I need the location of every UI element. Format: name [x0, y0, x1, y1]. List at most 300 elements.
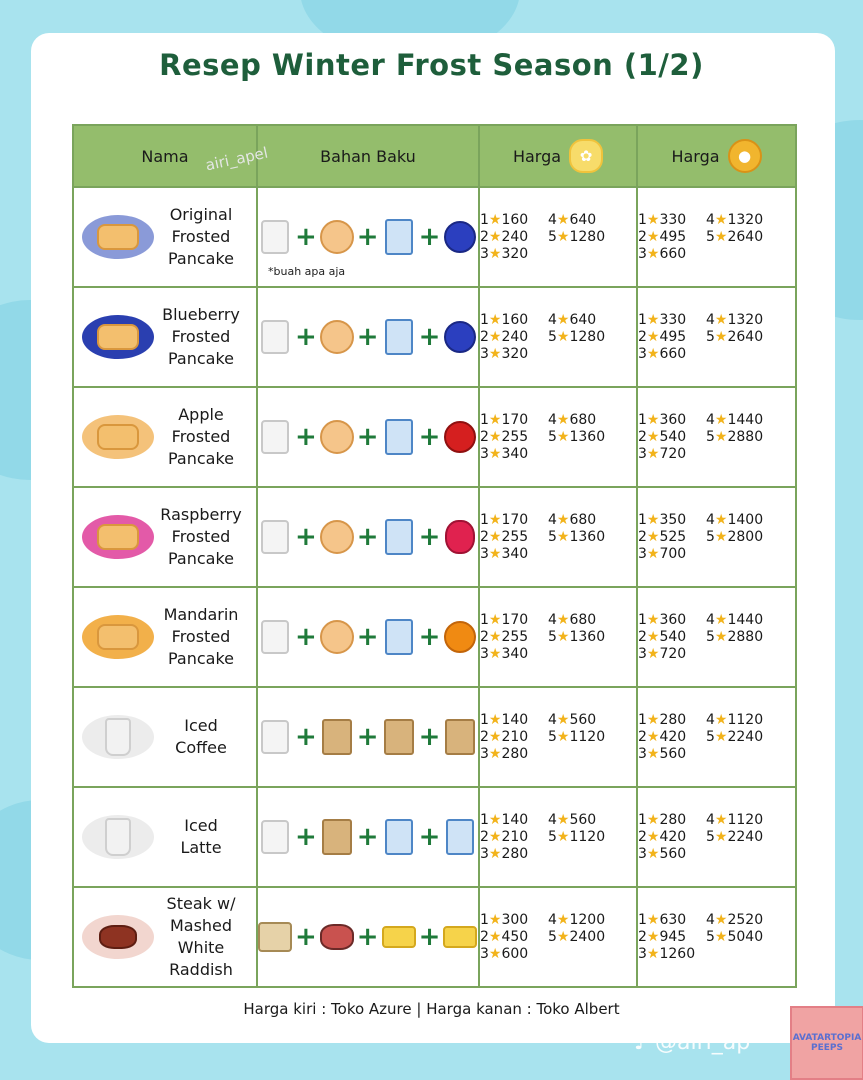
price-value: 2★525 [638, 529, 687, 545]
blueberry-pancake-icon [82, 315, 154, 359]
plus-icon: + [295, 322, 317, 352]
price-value: 5★2400 [548, 929, 606, 945]
price-value: 5★1360 [548, 529, 606, 545]
milk-carton-icon [382, 419, 416, 455]
price-value: 4★680 [548, 612, 597, 628]
table-row [73, 787, 796, 887]
plus-icon: + [418, 222, 441, 252]
dish-name-line: Frosted [171, 227, 231, 246]
price-value [548, 646, 628, 662]
price-value [706, 946, 786, 962]
price-value [548, 846, 628, 862]
star-icon: ★ [646, 329, 660, 345]
dish-name-line: Mashed [169, 916, 233, 935]
star-icon: ★ [488, 212, 502, 228]
price-value: 4★1440 [706, 412, 764, 428]
milk-carton-icon [382, 319, 416, 355]
dish-name-line: Frosted [171, 427, 231, 446]
dish-name-line: Iced [184, 716, 218, 735]
dish-name-line: Pancake [167, 649, 234, 668]
mandarin-pancake-icon [82, 615, 154, 659]
star-icon: ★ [714, 329, 728, 345]
ingredients-cell [257, 287, 479, 387]
footer-note: Harga kiri : Toko Azure | Harga kanan : Toko Albert [243, 1000, 620, 1018]
sugar-jar-icon [258, 619, 292, 655]
header-price-right-label: Harga [671, 146, 720, 166]
ingredients-cell [257, 887, 479, 987]
plus-icon: + [295, 222, 317, 252]
star-icon: ★ [714, 812, 728, 828]
sugar-jar-icon [258, 219, 292, 255]
price-value [706, 346, 786, 362]
star-icon: ★ [646, 546, 660, 562]
price-value: 3★660 [638, 246, 687, 262]
dish-name [154, 204, 248, 270]
price-value: 4★1120 [706, 812, 764, 828]
star-icon: ★ [488, 546, 502, 562]
star-icon: ★ [488, 429, 502, 445]
price-value [706, 746, 786, 762]
header-price-left [479, 125, 637, 187]
dish-name [154, 815, 248, 859]
price-value: 5★1280 [548, 229, 606, 245]
price-value: 1★160 [480, 212, 529, 228]
price-cell-left [479, 387, 637, 487]
star-icon: ★ [714, 729, 728, 745]
raspberry-icon [443, 519, 477, 555]
price-value [548, 946, 628, 962]
steak-plate-icon [82, 915, 154, 959]
price-cell-left [479, 787, 637, 887]
dish-name-line: Raspberry [160, 505, 242, 524]
watermark: airi_apel [203, 143, 270, 175]
star-icon: ★ [556, 212, 570, 228]
table-header-row [73, 125, 796, 187]
iced-latte-icon [82, 815, 154, 859]
price-value: 3★340 [480, 446, 529, 462]
plus-icon: + [356, 322, 379, 352]
mandarin-icon [443, 619, 477, 655]
ingredients-cell [257, 187, 479, 287]
recipe-table [72, 124, 797, 988]
price-value: 5★2800 [706, 529, 764, 545]
dish-name-line: Steak w/ [166, 894, 236, 913]
table-row [73, 587, 796, 687]
ingredients-cell [257, 687, 479, 787]
dish-name-line: Iced [184, 816, 218, 835]
dish-name-line: Frosted [171, 327, 231, 346]
price-cell-left [479, 287, 637, 387]
plus-icon: + [295, 622, 317, 652]
milk-carton-icon [382, 519, 416, 555]
price-value: 3★720 [638, 446, 687, 462]
price-value: 2★540 [638, 429, 687, 445]
header-price-left-label: Harga [512, 146, 562, 166]
price-value [548, 446, 628, 462]
price-value: 3★660 [638, 346, 687, 362]
price-value: 1★280 [638, 712, 687, 728]
dish-name-line: Mandarin [163, 605, 239, 624]
apple-pancake-icon [82, 415, 154, 459]
milk-carton-icon [443, 819, 477, 855]
star-icon: ★ [556, 912, 570, 928]
price-value: 3★600 [480, 946, 529, 962]
star-icon: ★ [556, 412, 570, 428]
price-value: 4★1200 [548, 912, 606, 928]
price-value [548, 246, 628, 262]
price-value: 5★1360 [548, 429, 606, 445]
plus-icon: + [356, 622, 379, 652]
price-value: 5★2240 [706, 829, 764, 845]
price-value: 5★1120 [548, 729, 606, 745]
star-icon: ★ [646, 529, 660, 545]
dish-cell [73, 687, 257, 787]
dish-name [154, 404, 248, 470]
flour-sack-icon [320, 319, 354, 355]
price-value: 1★170 [480, 612, 529, 628]
price-value: 1★330 [638, 312, 687, 328]
price-cell-left [479, 587, 637, 687]
plus-icon: + [418, 322, 441, 352]
butter-icon [443, 919, 477, 955]
price-value: 3★280 [480, 846, 529, 862]
flour-sack-icon [320, 619, 354, 655]
sugar-jar-icon [258, 719, 292, 755]
star-icon: ★ [556, 229, 570, 245]
milk-carton-icon [382, 619, 416, 655]
plus-icon: + [418, 922, 441, 952]
butter-icon [382, 919, 416, 955]
flour-sack-icon [320, 419, 354, 455]
price-cell-left [479, 487, 637, 587]
apple-icon [443, 419, 477, 455]
price-value: 2★420 [638, 829, 687, 845]
dish-name [154, 504, 248, 570]
tiktok-watermark: ♪ @airi_ap [634, 1030, 751, 1055]
flour-sack-icon [320, 219, 354, 255]
price-value [548, 346, 628, 362]
dish-cell [73, 487, 257, 587]
dish-name-line: Pancake [167, 549, 234, 568]
price-value [706, 546, 786, 562]
blueberry-icon [443, 319, 477, 355]
price-value: 2★240 [480, 229, 529, 245]
price-value: 5★5040 [706, 929, 764, 945]
blueberry-icon [443, 219, 477, 255]
price-value: 3★320 [480, 246, 529, 262]
dish-cell [73, 887, 257, 987]
plus-icon: + [418, 622, 441, 652]
price-value: 3★340 [480, 546, 529, 562]
dish-name [154, 893, 248, 981]
dish-cell [73, 587, 257, 687]
price-value [706, 446, 786, 462]
price-value: 3★560 [638, 746, 687, 762]
star-icon: ★ [556, 729, 570, 745]
star-icon: ★ [714, 229, 728, 245]
price-value: 4★1120 [706, 712, 764, 728]
star-icon: ★ [714, 312, 728, 328]
dish-name [154, 604, 248, 670]
white-radish-box-icon [258, 919, 292, 955]
star-icon: ★ [488, 829, 502, 845]
price-cell-right [637, 287, 796, 387]
price-cell-right [637, 187, 796, 287]
price-value: 4★680 [548, 412, 597, 428]
price-value: 4★1440 [706, 612, 764, 628]
gold-coin-icon: ● [728, 139, 762, 173]
price-value: 3★700 [638, 546, 687, 562]
star-icon: ★ [714, 429, 728, 445]
dish-cell [73, 187, 257, 287]
price-value: 4★2520 [706, 912, 764, 928]
price-value: 3★720 [638, 646, 687, 662]
price-value: 2★210 [480, 829, 529, 845]
star-icon: ★ [556, 812, 570, 828]
azure-coin-icon: ✿ [569, 139, 603, 173]
iced-coffee-icon [82, 715, 154, 759]
table-row [73, 487, 796, 587]
star-icon: ★ [488, 646, 502, 662]
header-price-right [637, 125, 796, 187]
price-value: 5★2640 [706, 329, 764, 345]
plus-icon: + [356, 722, 379, 752]
star-icon: ★ [488, 329, 502, 345]
star-icon: ★ [646, 512, 660, 528]
star-icon: ★ [646, 829, 660, 845]
star-icon: ★ [646, 346, 660, 362]
star-icon: ★ [646, 246, 660, 262]
price-value: 2★255 [480, 429, 529, 445]
price-cell-right [637, 587, 796, 687]
price-value: 3★320 [480, 346, 529, 362]
price-value: 4★1320 [706, 212, 764, 228]
price-value: 3★280 [480, 746, 529, 762]
price-value: 4★640 [548, 312, 597, 328]
dish-name-line: Frosted [171, 627, 231, 646]
header-ingredients-label: Bahan Baku [320, 146, 416, 166]
star-icon: ★ [646, 429, 660, 445]
star-icon: ★ [646, 912, 660, 928]
star-icon: ★ [488, 729, 502, 745]
star-icon: ★ [646, 729, 660, 745]
sugar-jar-icon [258, 319, 292, 355]
price-value: 2★450 [480, 929, 529, 945]
star-icon: ★ [714, 529, 728, 545]
table-row [73, 887, 796, 987]
price-value: 4★640 [548, 212, 597, 228]
plus-icon: + [356, 822, 379, 852]
price-value: 5★2880 [706, 429, 764, 445]
star-icon: ★ [646, 746, 660, 762]
star-icon: ★ [556, 529, 570, 545]
coffee-bag-icon [443, 719, 477, 755]
price-value: 5★2880 [706, 629, 764, 645]
star-icon: ★ [488, 712, 502, 728]
star-icon: ★ [488, 529, 502, 545]
coffee-bag-icon [320, 719, 354, 755]
star-icon: ★ [646, 412, 660, 428]
star-icon: ★ [646, 946, 660, 962]
dish-name-line: Raddish [169, 960, 233, 979]
price-value [706, 646, 786, 662]
price-value: 1★160 [480, 312, 529, 328]
price-value: 1★140 [480, 712, 529, 728]
star-icon: ★ [488, 312, 502, 328]
plus-icon: + [356, 922, 379, 952]
dish-name [154, 304, 248, 370]
star-icon: ★ [646, 446, 660, 462]
page-title: Resep Winter Frost Season (1/2) [159, 48, 704, 82]
dish-cell [73, 787, 257, 887]
dish-cell [73, 287, 257, 387]
table-row [73, 187, 796, 287]
price-value: 1★170 [480, 512, 529, 528]
dish-name-line: Apple [178, 405, 224, 424]
avatartopia-badge: AVATARTOPIA PEEPS [790, 1006, 863, 1080]
price-value: 2★240 [480, 329, 529, 345]
price-value: 1★330 [638, 212, 687, 228]
star-icon: ★ [488, 512, 502, 528]
price-value: 3★1260 [638, 946, 696, 962]
star-icon: ★ [556, 929, 570, 945]
star-icon: ★ [714, 829, 728, 845]
ingredient-note: *buah apa aja [268, 265, 346, 278]
sugar-jar-icon [258, 419, 292, 455]
price-value: 5★2240 [706, 729, 764, 745]
star-icon: ★ [556, 712, 570, 728]
dish-name-line: Frosted [171, 527, 231, 546]
star-icon: ★ [488, 929, 502, 945]
price-value: 1★300 [480, 912, 529, 928]
price-value: 2★255 [480, 629, 529, 645]
price-value: 4★560 [548, 812, 597, 828]
dish-name-line: Pancake [167, 249, 234, 268]
coffee-bag-icon [320, 819, 354, 855]
star-icon: ★ [714, 612, 728, 628]
ingredients-cell [257, 587, 479, 687]
sugar-jar-icon [258, 819, 292, 855]
star-icon: ★ [488, 412, 502, 428]
plus-icon: + [418, 822, 441, 852]
price-value: 4★560 [548, 712, 597, 728]
star-icon: ★ [714, 629, 728, 645]
price-value: 5★2640 [706, 229, 764, 245]
price-value: 1★350 [638, 512, 687, 528]
star-icon: ★ [646, 612, 660, 628]
plus-icon: + [295, 822, 317, 852]
dish-name-line: Coffee [175, 738, 227, 757]
price-value: 4★1400 [706, 512, 764, 528]
price-value: 1★630 [638, 912, 687, 928]
star-icon: ★ [488, 946, 502, 962]
star-icon: ★ [646, 929, 660, 945]
flour-sack-icon [320, 519, 354, 555]
price-value: 4★680 [548, 512, 597, 528]
price-value: 3★560 [638, 846, 687, 862]
price-cell-right [637, 787, 796, 887]
milk-carton-icon [382, 219, 416, 255]
star-icon: ★ [488, 612, 502, 628]
star-icon: ★ [646, 229, 660, 245]
star-icon: ★ [488, 846, 502, 862]
star-icon: ★ [714, 912, 728, 928]
price-cell-left [479, 887, 637, 987]
price-value [548, 746, 628, 762]
price-value: 2★255 [480, 529, 529, 545]
header-ingredients [257, 125, 479, 187]
price-value: 2★495 [638, 229, 687, 245]
plus-icon: + [356, 522, 379, 552]
price-value: 5★1120 [548, 829, 606, 845]
star-icon: ★ [556, 312, 570, 328]
star-icon: ★ [646, 712, 660, 728]
star-icon: ★ [714, 712, 728, 728]
star-icon: ★ [646, 646, 660, 662]
dish-name-line: Pancake [167, 349, 234, 368]
price-cell-right [637, 887, 796, 987]
price-value: 1★140 [480, 812, 529, 828]
table-row [73, 687, 796, 787]
pancake-plate-icon [82, 215, 154, 259]
price-value: 2★420 [638, 729, 687, 745]
price-value: 3★340 [480, 646, 529, 662]
star-icon: ★ [488, 346, 502, 362]
star-icon: ★ [488, 246, 502, 262]
plus-icon: + [295, 922, 317, 952]
meat-icon [320, 919, 354, 955]
price-value [706, 246, 786, 262]
price-value [548, 546, 628, 562]
dish-cell [73, 387, 257, 487]
price-cell-right [637, 687, 796, 787]
star-icon: ★ [646, 312, 660, 328]
table-row [73, 387, 796, 487]
price-cell-right [637, 387, 796, 487]
dish-name-line: Latte [180, 838, 222, 857]
dish-name-line: Pancake [167, 449, 234, 468]
price-value: 2★210 [480, 729, 529, 745]
star-icon: ★ [488, 229, 502, 245]
dish-name-line: Blueberry [162, 305, 240, 324]
table-row [73, 287, 796, 387]
star-icon: ★ [714, 512, 728, 528]
plus-icon: + [418, 722, 441, 752]
plus-icon: + [418, 422, 441, 452]
price-value: 4★1320 [706, 312, 764, 328]
star-icon: ★ [714, 929, 728, 945]
ingredients-cell [257, 387, 479, 487]
star-icon: ★ [556, 512, 570, 528]
header-name-label: Nama [141, 146, 189, 166]
star-icon: ★ [714, 212, 728, 228]
plus-icon: + [295, 422, 317, 452]
price-cell-right [637, 487, 796, 587]
star-icon: ★ [556, 329, 570, 345]
price-value: 2★945 [638, 929, 687, 945]
star-icon: ★ [488, 912, 502, 928]
plus-icon: + [356, 422, 379, 452]
star-icon: ★ [488, 746, 502, 762]
ingredients-cell [257, 787, 479, 887]
star-icon: ★ [646, 629, 660, 645]
milk-carton-icon [382, 819, 416, 855]
star-icon: ★ [556, 629, 570, 645]
star-icon: ★ [556, 829, 570, 845]
price-cell-left [479, 687, 637, 787]
ingredients-cell [257, 487, 479, 587]
star-icon: ★ [646, 812, 660, 828]
